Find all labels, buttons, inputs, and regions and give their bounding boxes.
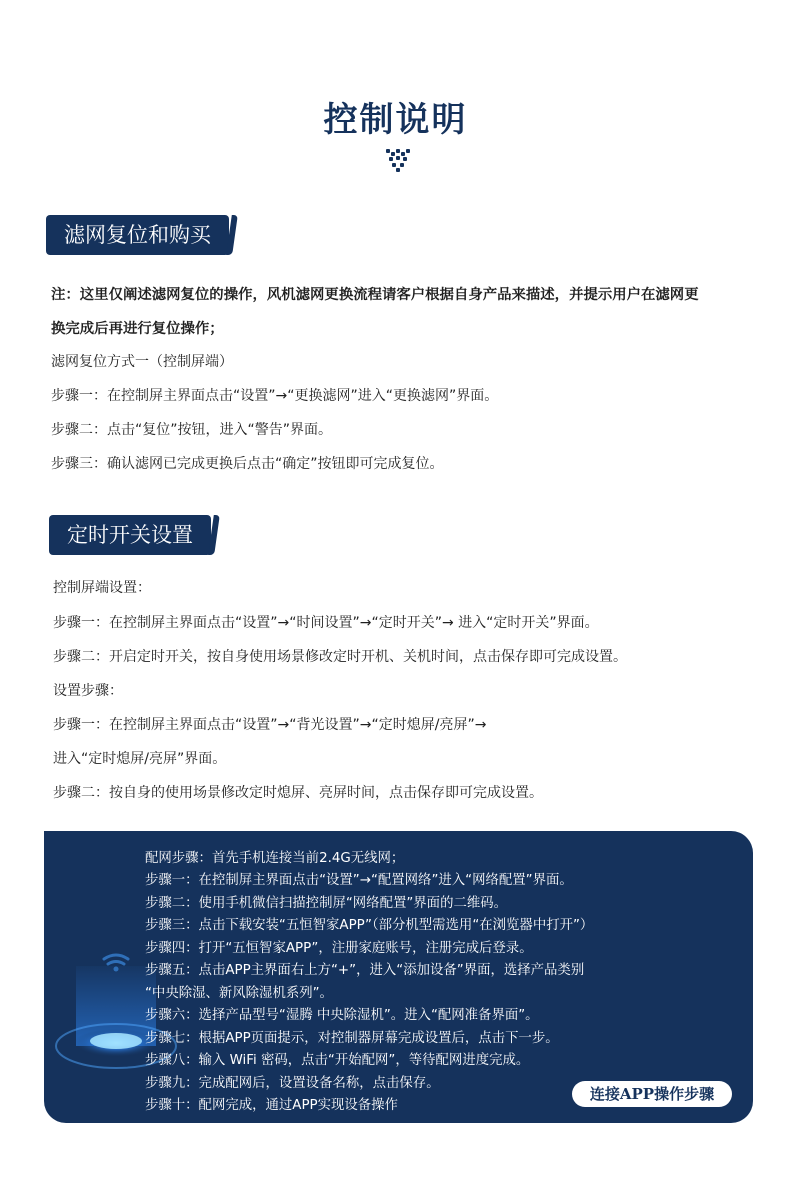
panel-line-4: 步骤四：打开“五恒智家APP”，注册家庭账号，注册完成后登录。 <box>145 941 533 956</box>
note-line-2: 换完成后再进行复位操作； <box>51 321 224 337</box>
timer-subhead-1: 控制屏端设置： <box>53 580 151 596</box>
network-setup-panel <box>44 831 753 1123</box>
panel-line-11: 步骤十：配网完成，通过APP实现设备操作 <box>145 1098 398 1113</box>
panel-line-9: 步骤八：输入 WiFi 密码，点击“开始配网”，等待配网进度完成。 <box>145 1053 530 1068</box>
panel-line-3: 步骤三：点击下载安装“五恒智家APP”（部分机型需选用“在浏览器中打开”） <box>145 918 594 933</box>
page-title: 控制说明 <box>323 100 468 140</box>
timer-step-1: 步骤一：在控制屏主界面点击“设置”→“时间设置”→“定时开关”→ 进入“定时开关”界面。 <box>53 615 599 631</box>
backlight-step-1a: 步骤一：在控制屏主界面点击“设置”→“背光设置”→“定时熄屏/亮屏”→ <box>53 717 487 733</box>
reset-method-label: 滤网复位方式一（控制屏端） <box>51 354 233 370</box>
section-heading-timer: 定时开关设置 <box>49 515 211 555</box>
connect-app-steps-badge: 连接APP操作步骤 <box>572 1081 732 1107</box>
backlight-step-2: 步骤二：按自身的使用场景修改定时熄屏、亮屏时间，点击保存即可完成设置。 <box>53 785 543 801</box>
panel-line-5: 步骤五：点击APP主界面右上方“+”，进入“添加设备”界面，选择产品类别 <box>145 963 585 978</box>
panel-line-2: 步骤二：使用手机微信扫描控制屏“网络配置”界面的二维码。 <box>145 896 508 911</box>
panel-line-7: 步骤六：选择产品型号“湿腾 中央除湿机”。进入“配网准备界面”。 <box>145 1008 539 1023</box>
section-heading-filter-reset: 滤网复位和购买 <box>46 215 229 255</box>
panel-line-0: 配网步骤：首先手机连接当前2.4G无线网； <box>145 851 405 866</box>
panel-line-6: “中央除湿、新风除湿机系列”。 <box>145 986 333 1001</box>
timer-subhead-2: 设置步骤： <box>53 683 123 699</box>
panel-line-8: 步骤七：根据APP页面提示，对控制器屏幕完成设置后，点击下一步。 <box>145 1031 559 1046</box>
backlight-step-1b: 进入“定时熄屏/亮屏”界面。 <box>53 751 227 767</box>
reset-step-2: 步骤二：点击“复位”按钮，进入“警告”界面。 <box>51 422 333 438</box>
timer-step-2: 步骤二：开启定时开关，按自身使用场景修改定时开机、关机时间，点击保存即可完成设置。 <box>53 649 627 665</box>
panel-line-1: 步骤一：在控制屏主界面点击“设置”→“配置网络”进入“网络配置”界面。 <box>145 873 573 888</box>
note-line-1: 注：这里仅阐述滤网复位的操作，风机滤网更换流程请客户根据自身产品来描述，并提示用户在滤网更 <box>51 287 699 303</box>
reset-step-3: 步骤三：确认滤网已完成更换后点击“确定”按钮即可完成复位。 <box>51 456 444 472</box>
brand-logo-icon <box>384 146 412 174</box>
reset-step-1: 步骤一：在控制屏主界面点击“设置”→“更换滤网”进入“更换滤网”界面。 <box>51 388 499 404</box>
panel-line-10: 步骤九：完成配网后，设置设备名称，点击保存。 <box>145 1076 440 1091</box>
